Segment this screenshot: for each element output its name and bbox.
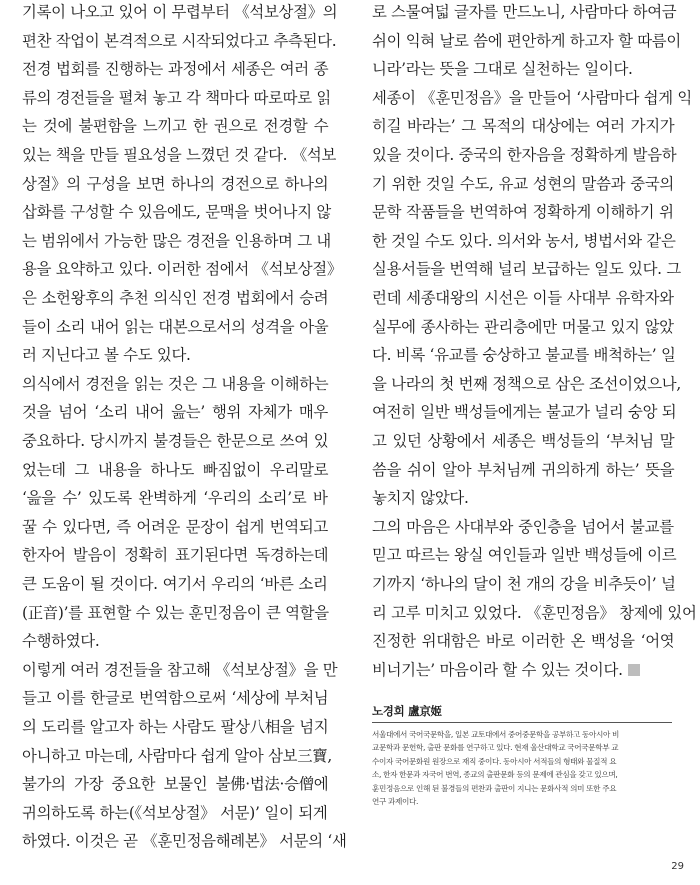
bio-divider [372,722,672,723]
text-line: 한자어 발음이 정확히 표기된다면 독경하는데 [22,546,329,565]
end-mark-icon [628,664,640,676]
text-line: 있는 책을 만들 필요성을 느꼈던 것 같다. 《석보 [22,146,337,164]
text-line: 은 소헌왕후의 추천 의식인 전경 법회에서 승려 [22,289,329,307]
text-line: 는 것에 불편함을 느끼고 한 권으로 전경할 수 [22,117,329,136]
text-line: 큰 도움이 될 것이다. 여기서 우리의 ‘바른 소리 [22,575,328,593]
bio-line: 연구 과제이다. [372,797,419,807]
text-line: 세종이 《훈민정음》을 만들어 ‘사람마다 쉽게 익 [372,88,692,107]
text-line: 놓치지 않았다. [372,489,469,508]
text-line: 다. 비록 ‘유교를 숭상하고 불교를 배척하는’ 일 [372,346,676,365]
text-line: 기록이 나오고 있어 이 무렵부터 《석보상절》의 [22,3,338,21]
bio-line: 서울대에서 국어국문학을, 일본 교토대에서 중어중문학을 공부하고 동아시아 비 [372,730,620,739]
text-line: 실무에 종사하는 관리층에만 머물고 있지 않았 [372,317,674,336]
text-line: 한 것일 수도 있다. 의서와 농서, 병법서와 같은 [372,231,676,250]
bio-text [372,728,672,808]
text-line: 하였다. 이것은 곧 《훈민정음해례본》 서문의 ‘새 [22,832,347,851]
text-line: ‘읊을 수’ 있도록 완벽하게 ‘우리의 소리’로 바 [22,489,328,508]
text-line: 귀의하도록 하는(《석보상절》 서문)’ 일이 되게 [22,803,328,822]
text-line: 씀을 쉬이 알아 부처님께 귀의하게 하는’ 뜻을 [372,460,675,479]
text-line: 을 나라의 첫 번째 정책으로 삼은 조선이었으나, [372,374,681,393]
bio-line: 훈민정음으로 인해 된 불경들의 편찬과 출판이 지니는 문화사적 의미 또한 주요 [372,783,617,793]
bio-line: 수이자 국어문화원 원장으로 재직 중이다. 동아시아 서적들의 형태와 물질적 요 [372,756,617,766]
text-line: 중요하다. 당시까지 불경들은 한문으로 쓰여 있 [22,432,329,450]
text-line: 류의 경전들을 펼쳐 놓고 각 책마다 따로따로 읽 [22,88,331,107]
text-line: 의 도리를 알고자 하는 사람도 팔상八相을 넘지 [22,718,329,736]
text-line: 는 범위에서 가능한 많은 경전을 인용하며 그 내 [22,231,331,250]
author-bio [372,700,672,808]
text-line: 그의 마음은 사대부와 중인층을 넘어서 불교를 [372,517,674,536]
text-line: 여전히 일반 백성들에게는 불교가 널리 숭앙 되 [372,403,677,422]
text-line: 진정한 위대함은 바로 이러한 온 백성을 ‘어엿 [372,632,675,651]
text-line: 었는데 그 내용을 하나도 빠짐없이 우리말로 [22,460,329,479]
text-line: 니라’라는 뜻을 그대로 실천하는 일이다. [372,60,633,79]
text-line: 리 고루 미치고 있었다. 《훈민정음》 창제에 있어 [372,603,697,622]
text-line: 아니하고 마는데, 사람마다 쉽게 알아 삼보三寶, [22,746,332,765]
text-line: 의식에서 경전을 읽는 것은 그 내용을 이해하는 [22,374,329,393]
text-line: 런데 세종대왕의 시선은 이들 사대부 유학자와 [372,289,674,307]
text-line: 히길 바라는’ 그 목적의 대상에는 여러 가지가 [372,117,675,136]
text-line: 고 있던 상황에서 세종은 백성들의 ‘부처님 말 [372,432,675,450]
text-line: (正音)’를 표현할 수 있는 훈민정음이 큰 역할을 [22,603,329,622]
text-line: 기 위한 것일 수도, 유교 성현의 말씀과 중국의 [372,174,674,193]
bio-line: 교문학과 문헌학, 출판 문화를 연구하고 있다. 현재 울산대학교 국어국문학부 교 [372,743,619,753]
page-number: 29 [671,861,684,872]
text-line: 믿고 따르는 왕실 여인들과 일반 백성들에 이르 [372,546,677,565]
text-line: 실용서들을 번역해 널리 보급하는 일도 있다. 그 [372,260,681,279]
text-line: 들고 이를 한글로 번역함으로써 ‘세상에 부처님 [22,689,329,708]
text-line: 편찬 작업이 본격적으로 시작되었다고 추측된다. [22,31,337,50]
author-name: 노경희 盧京姬 [372,704,442,718]
text-line: 들이 소리 내어 읽는 대본으로서의 성격을 아울 [22,317,329,336]
text-line: 쉬이 익혀 날로 씀에 편안하게 하고자 할 따름이 [372,31,681,50]
text-line: 비너기는’ 마음이라 할 수 있는 것이다. [372,660,640,680]
text-line: 것을 넘어 ‘소리 내어 읊는’ 행위 자체가 매우 [22,403,328,422]
text-line: 로 스물여덟 글자를 만드노니, 사람마다 하여금 [372,3,677,21]
text-line: 문학 작품들을 번역하여 정확하게 이해하기 위 [372,203,674,222]
text-line: 전경 법회를 진행하는 과정에서 세종은 여러 종 [22,60,329,79]
text-line: 용을 요약하고 있다. 이러한 점에서 《석보상절》 [22,260,342,279]
text-line: 이렇게 여러 경전들을 참고해 《석보상절》을 만 [22,660,338,679]
text-line: 수행하였다. [22,632,100,651]
text-line: 상절》의 구성을 보면 하나의 경전으로 하나의 [22,174,329,193]
bio-line: 소, 한자 한문과 자국어 번역, 종교의 출판문화 등의 문제에 관심을 갖고 있으며, [372,770,618,780]
text-line: 러 지닌다고 볼 수도 있다. [22,346,191,365]
text-line: 꿀 수 있다면, 즉 어려운 문장이 쉽게 번역되고 [22,517,328,536]
text-line: 있을 것이다. 중국의 한자음을 정확하게 발음하 [372,146,677,164]
text-line: 기까지 ‘하나의 달이 천 개의 강을 비추듯이’ 널 [372,575,676,593]
text-line: 삽화를 구성할 수 있음에도, 문맥을 벗어나지 않 [22,203,331,222]
text-line: 불가의 가장 중요한 보물인 불佛·법法·승僧에 [22,775,329,794]
